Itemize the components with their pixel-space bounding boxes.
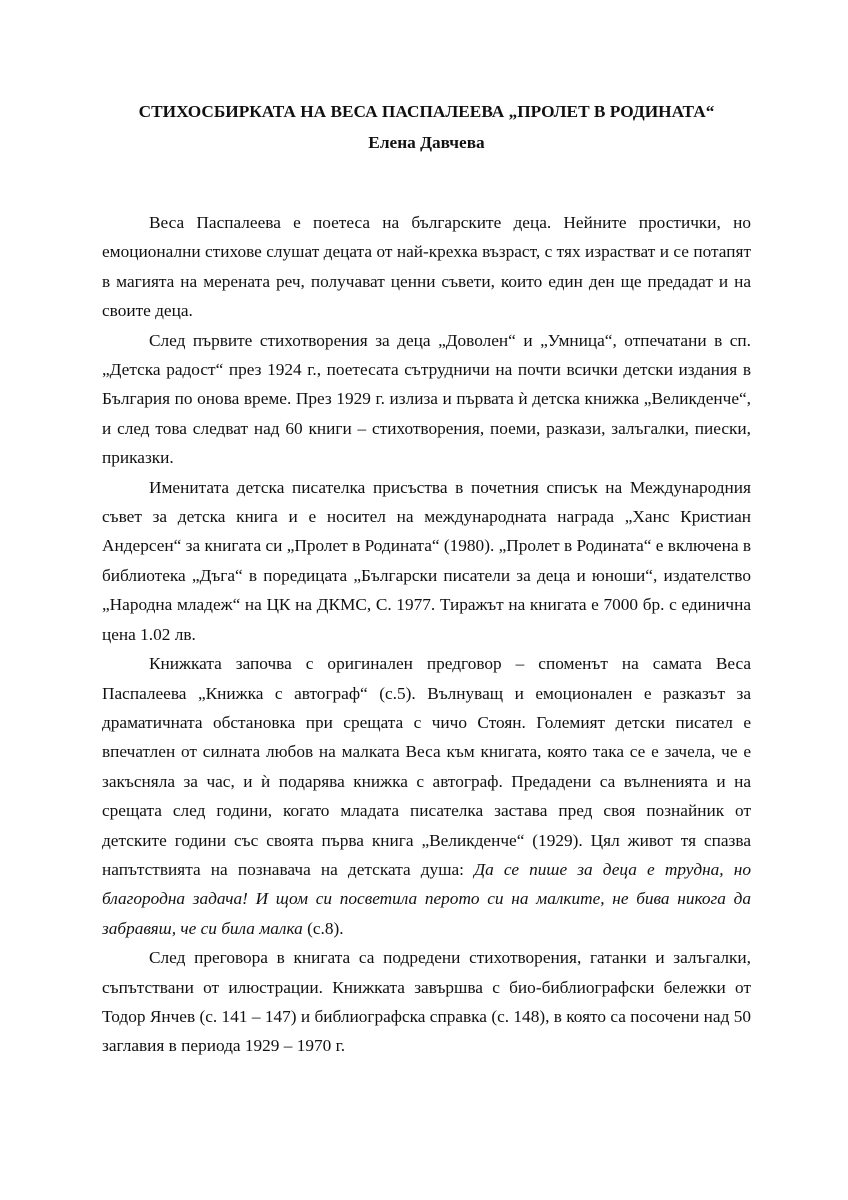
paragraph-4: [102, 649, 751, 943]
paragraph-3: Именитата детска писателка присъства в почетния списък на Международния съвет за детска книга и е носител на международната награда „Ханс Кристиан Андерсен“ за книгата си „Пролет в Родината“ (1980). „Пролет в Родината“ е включена в библиотека „Дъга“ в поредицата „Български писатели за деца и юноши“, издателство „Народна младеж“ на ЦК на ДКМС, С. 1977. Тиражът на книгата е 7000 бр. с единична цена 1.02 лв.: [102, 477, 751, 644]
paragraph-4-text-end: (с.8).: [302, 918, 344, 938]
paragraph-1: Веса Паспалеева е поетеса на българските деца. Нейните простички, но емоционални стихове слушат децата от най-крехка възраст, с тях израстват и се потапят в магията на мерената реч, получават ценни съвети, които един ден ще предадат и на своите деца.: [102, 213, 751, 321]
paragraph-4-quote-title: „Книжка с автограф“: [197, 683, 368, 703]
paragraph-5: След преговора в книгата са подредени стихотворения, гатанки и залъгалки, съпътствани от илюстрации. Книжката завършва с био-библиографски бележки от Тодор Янчев (с. 141 – 147) и библиографска справка (с. 148), в която са посочени над 50 заглавия в периода 1929 – 1970 г.: [102, 948, 751, 1056]
document-title: СТИХОСБИРКАТА НА ВЕСА ПАСПАЛЕЕВА „ПРОЛЕТ В РОДИНАТА“: [138, 102, 715, 121]
author-name: Елена Давчева: [368, 133, 485, 152]
paragraph-4-text-middle: (с.5). Вълнуващ и емоционален е разказът за драматичната обстановка при срещата с чичо Стоян. Големият детски писател е впечатлен от силната любов на малката Веса към книгата, която така се е зачела, че е закъсняла за час, и ѝ подарява книжка с автограф. Предадени са вълненията и на срещата след години, когато младата писателка застава пред своя познайник от детските години със своята първа книга „Великденче“ (1929). Цял живот тя спазва напътствията на познавача на детската душа:: [102, 683, 751, 879]
paragraph-4-text-start: Книжката започва с оригинален предговор – споменът на самата Веса Паспалеева: [102, 654, 751, 703]
paragraph-4-italic-quote: Да се пише за деца е трудна, но благородна задача! И щом си посветила перото си на малките, не бива никога да забравяш, че си била малка: [102, 859, 751, 938]
paragraph-2: След първите стихотворения за деца „Доволен“ и „Умница“, отпечатани в сп. „Детска радост“ през 1924 г., поетесата сътрудничи на почти всички детски издания в България по онова време. През 1929 г. излиза и първата ѝ детска книжка „Великденче“, и след това следват над 60 книги – стихотворения, поеми, разкази, залъгалки, пиески, приказки.: [102, 330, 751, 468]
